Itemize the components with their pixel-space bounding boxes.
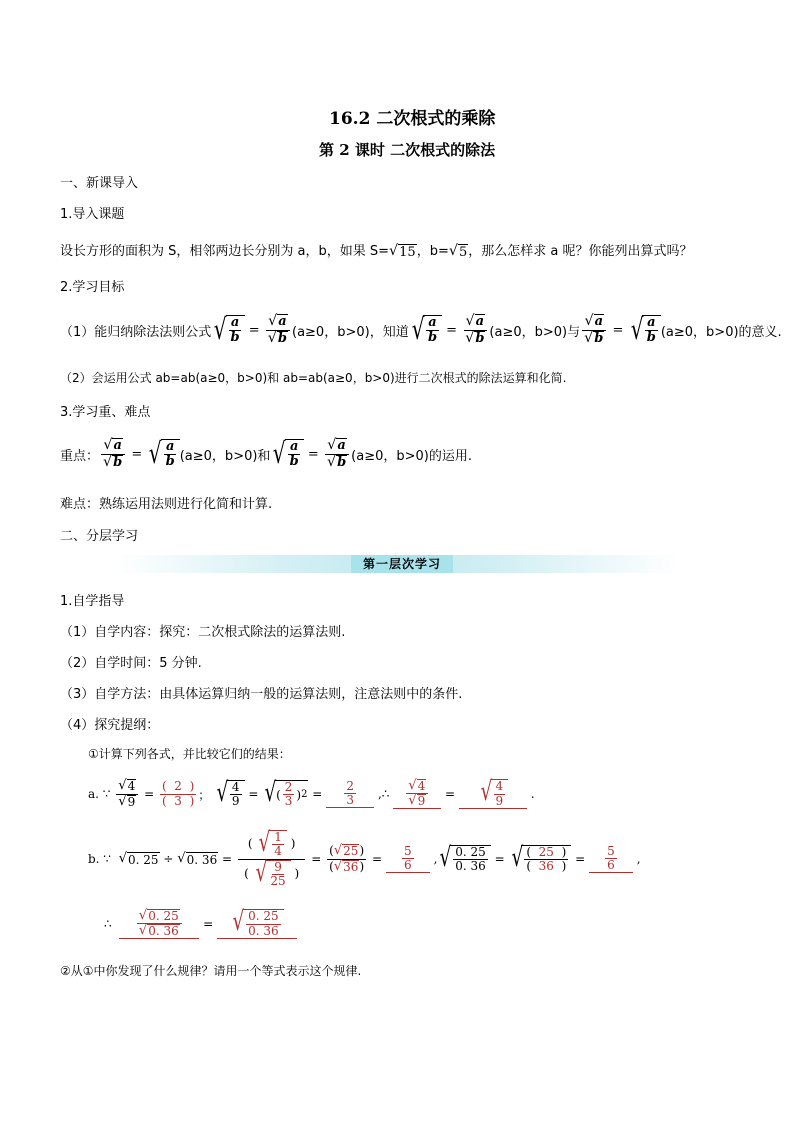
key-points: 重点： √ a √ b = √ a b (a≥0，b>0)和 √ a b = √ a √ b (a≥0，b>0)的运用. bbox=[60, 435, 472, 470]
layer-banner-label: 第一层次学习 bbox=[351, 555, 453, 573]
formula-sqrta-over-sqrtb: √ a √ b bbox=[266, 314, 290, 346]
subheading-2: 2.学习目标 bbox=[60, 280, 125, 295]
guide-item-2: （2）自学时间：5 分钟. bbox=[60, 656, 202, 671]
section-heading-1: 一、新课导入 bbox=[60, 176, 139, 191]
goal-2: （2）会运用公式 ab=ab(a≥0，b>0)和 ab=ab(a≥0，b>0)进行二次根式的除法运算和化简. bbox=[60, 371, 567, 385]
guide-item-4: （4）探究提纲： bbox=[60, 718, 160, 733]
subheading-1: 1.导入课题 bbox=[60, 207, 125, 222]
intro-paragraph: 设长方形的面积为 S，相邻两边长分别为 a，b，如果 S= √ 15 ，b= √ 5 ，那么怎样求 a 呢？你能列出算式吗？ bbox=[60, 242, 693, 260]
page-subtitle: 第 2 课时 二次根式的除法 bbox=[319, 141, 496, 159]
question-1: ①计算下列各式，并比较它们的结果： bbox=[88, 747, 291, 761]
goal-1: （1）能归纳除法法则公式 √ a b = √ a √ b (a≥0，b>0)，知道 √ a b = √ a √ b (a≥0，b>0)与 √ a √ b = √ a b (a≥0，b>0)的意义. bbox=[60, 311, 782, 346]
guide-item-3: （3）自学方法：由具体运算归纳一般的运算法则，注意法则中的条件. bbox=[60, 687, 463, 702]
calc-line-therefore: ∴ √ 0. 25 √ 0. 36 = √ 0. 25 0. 36 bbox=[104, 902, 297, 946]
question-2: ②从①中你发现了什么规律？请用一个等式表示这个规律. bbox=[60, 964, 362, 978]
subheading-self-study: 1.自学指导 bbox=[60, 594, 125, 609]
guide-item-1: （1）自学内容：探究：二次根式除法的运算法则. bbox=[60, 625, 346, 640]
difficulty: 难点：熟练运用法则进行化简和计算. bbox=[60, 497, 273, 512]
section-heading-2: 二、分层学习 bbox=[60, 529, 139, 544]
subheading-3: 3.学习重、难点 bbox=[60, 405, 151, 420]
formula-sqrt-a-over-b: √ a b bbox=[211, 315, 244, 346]
page-title: 16.2 二次根式的乘除 bbox=[329, 109, 496, 129]
calc-line-b: b. ∵ √ 0. 25 ÷ √ 0. 36 = ( √ 1 4 ) ( √ 9 25 ) = ( √ 25 ) ( √ 36 ) = $\frac{5}{6}$ , √ 0. 25 0. 36 = √ ( 25 ) ( 36 ) = $\frac{5}{6}$ , bbox=[88, 827, 641, 888]
calc-line-a: a. ∵ √ 4 √ 9 = ( 2 ) ( 3 ) ； √ 4 9 = √ ( 2 3 ) 2 = $\frac{2}{3}$ ,∴ √ 4 √ 9 = √ 4 9 . bbox=[88, 776, 535, 809]
